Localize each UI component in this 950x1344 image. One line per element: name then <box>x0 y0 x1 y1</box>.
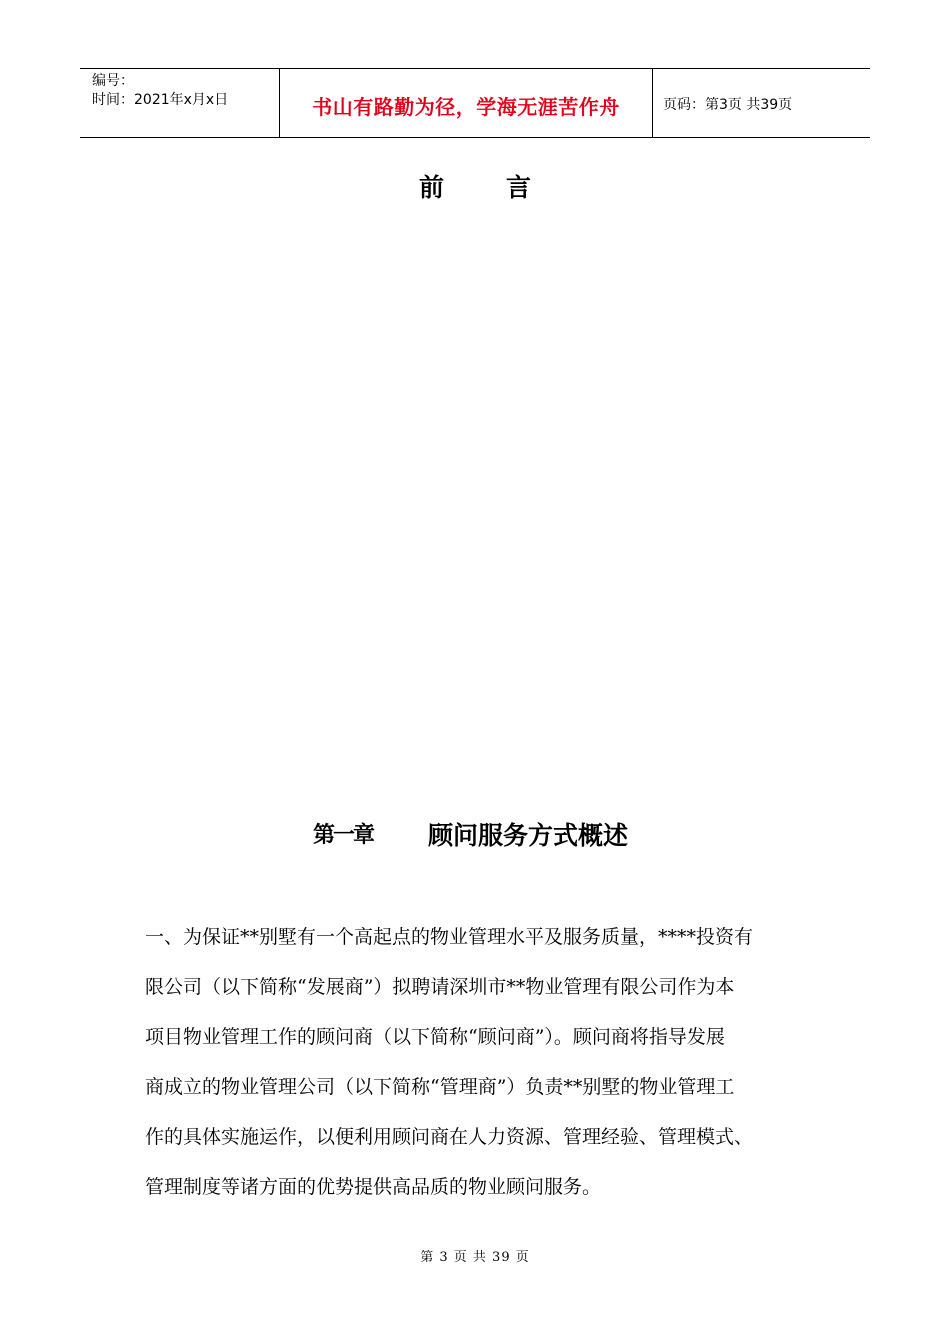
paragraph-line: 作的具体实施运作，以便利用顾问商在人力资源、管理经验、管理模式、 <box>145 1126 754 1148</box>
paragraph-line: 项目物业管理工作的顾问商（以下简称“顾问商”）。顾问商将指导发展 <box>145 1026 725 1048</box>
paragraph-line: 限公司（以下简称“发展商”）拟聘请深圳市**物业管理有限公司作为本 <box>145 976 735 998</box>
header-page-info: 页码：第3页 共39页 <box>663 97 793 113</box>
preface-title: 前言 <box>418 173 593 202</box>
chapter-number: 第一章 <box>313 823 374 848</box>
paragraph-line: 管理制度等诸方面的优势提供高品质的物业顾问服务。 <box>145 1176 602 1198</box>
header-meta <box>80 69 280 137</box>
paragraph-line: 商成立的物业管理公司（以下简称“管理商”）负责**别墅的物业管理工 <box>145 1076 735 1098</box>
document-header <box>80 68 870 138</box>
header-motto: 书山有路勤为径，学海无涯苦作舟 <box>280 69 653 137</box>
chapter-title: 顾问服务方式概述 <box>428 821 629 850</box>
number-label: 编号： <box>92 73 134 89</box>
page-footer: 第 3 页 共 39 页 <box>420 1250 530 1265</box>
paragraph-line: 一、为保证**别墅有一个高起点的物业管理水平及服务质量，****投资有 <box>145 926 754 948</box>
body-paragraph <box>145 912 810 1212</box>
time-label: 时间：2021年x月x日 <box>92 92 229 108</box>
chapter-heading <box>0 814 950 854</box>
